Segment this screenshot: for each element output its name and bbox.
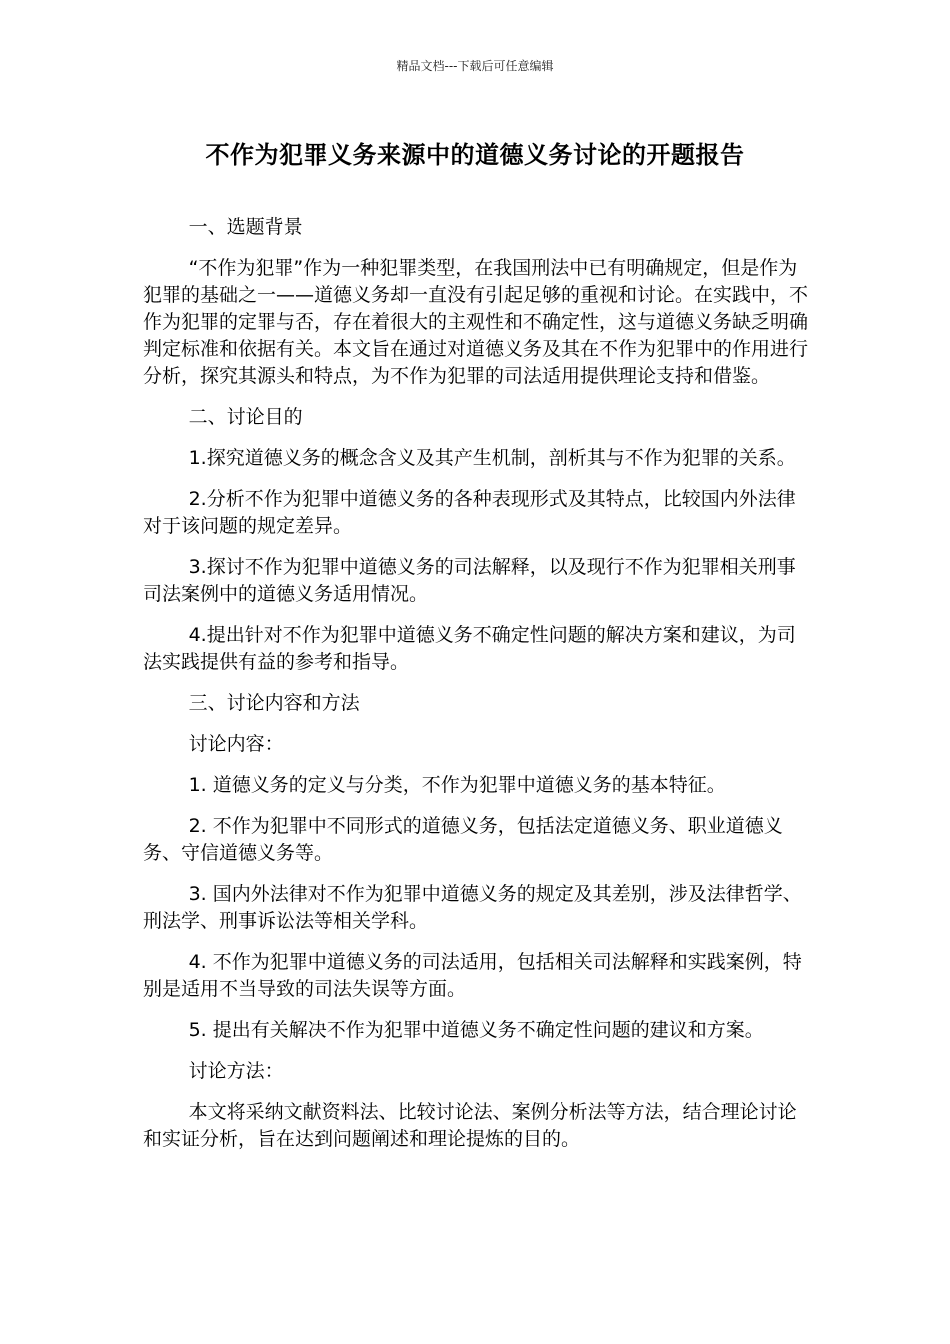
section-heading-background: 一、选题背景 xyxy=(188,216,303,238)
background-paragraph: “不作为犯罪”作为一种犯罪类型，在我国刑法中已有明确规定，但是作为犯罪的基础之一——道德义务却一直没有引起足够的重视和讨论。在实践中，不作为犯罪的定罪与否，存在着很大的主观性和不确定性，这与道德义务缺乏明确判定标准和依据有关。本文旨在通过对道德义务及其在不作为犯罪中的作用进行分析，探究其源头和特点，为不作为犯罪的司法适用提供理论支持和借鉴。 xyxy=(143,257,809,387)
methods-label: 讨论方法： xyxy=(188,1060,284,1082)
purpose-item-3: 3.探讨不作为犯罪中道德义务的司法解释，以及现行不作为犯罪相关刑事司法案例中的道德义务适用情况。 xyxy=(143,556,796,605)
content-item-4: 4. 不作为犯罪中道德义务的司法适用，包括相关司法解释和实践案例，特别是适用不当导致的司法失误等方面。 xyxy=(143,951,802,1000)
purpose-item-2: 2.分析不作为犯罪中道德义务的各种表现形式及其特点，比较国内外法律对于该问题的规定差异。 xyxy=(143,488,796,537)
purpose-item-4: 4.提出针对不作为犯罪中道德义务不确定性问题的解决方案和建议，为司法实践提供有益的参考和指导。 xyxy=(143,624,796,673)
section-heading-purpose: 二、讨论目的 xyxy=(188,406,303,428)
section-heading-content-methods: 三、讨论内容和方法 xyxy=(188,692,360,714)
content-item-1: 1. 道德义务的定义与分类，不作为犯罪中道德义务的基本特征。 xyxy=(188,774,726,796)
document-title: 不作为犯罪义务来源中的道德义务讨论的开题报告 xyxy=(205,141,745,169)
methods-paragraph: 本文将采纳文献资料法、比较讨论法、案例分析法等方法，结合理论讨论和实证分析，旨在达到问题阐述和理论提炼的目的。 xyxy=(143,1101,797,1150)
content-label: 讨论内容： xyxy=(188,733,284,755)
content-item-5: 5. 提出有关解决不作为犯罪中道德义务不确定性问题的建议和方案。 xyxy=(188,1019,764,1041)
purpose-item-1: 1.探究道德义务的概念含义及其产生机制，剖析其与不作为犯罪的关系。 xyxy=(188,447,796,469)
page-header: 精品文档---下载后可任意编辑 xyxy=(396,59,554,73)
content-item-2: 2. 不作为犯罪中不同形式的道德义务，包括法定道德义务、职业道德义务、守信道德义务等。 xyxy=(143,815,783,864)
content-item-3: 3. 国内外法律对不作为犯罪中道德义务的规定及其差别，涉及法律哲学、刑法学、刑事诉讼法等相关学科。 xyxy=(143,883,802,932)
document-body xyxy=(143,214,808,1167)
